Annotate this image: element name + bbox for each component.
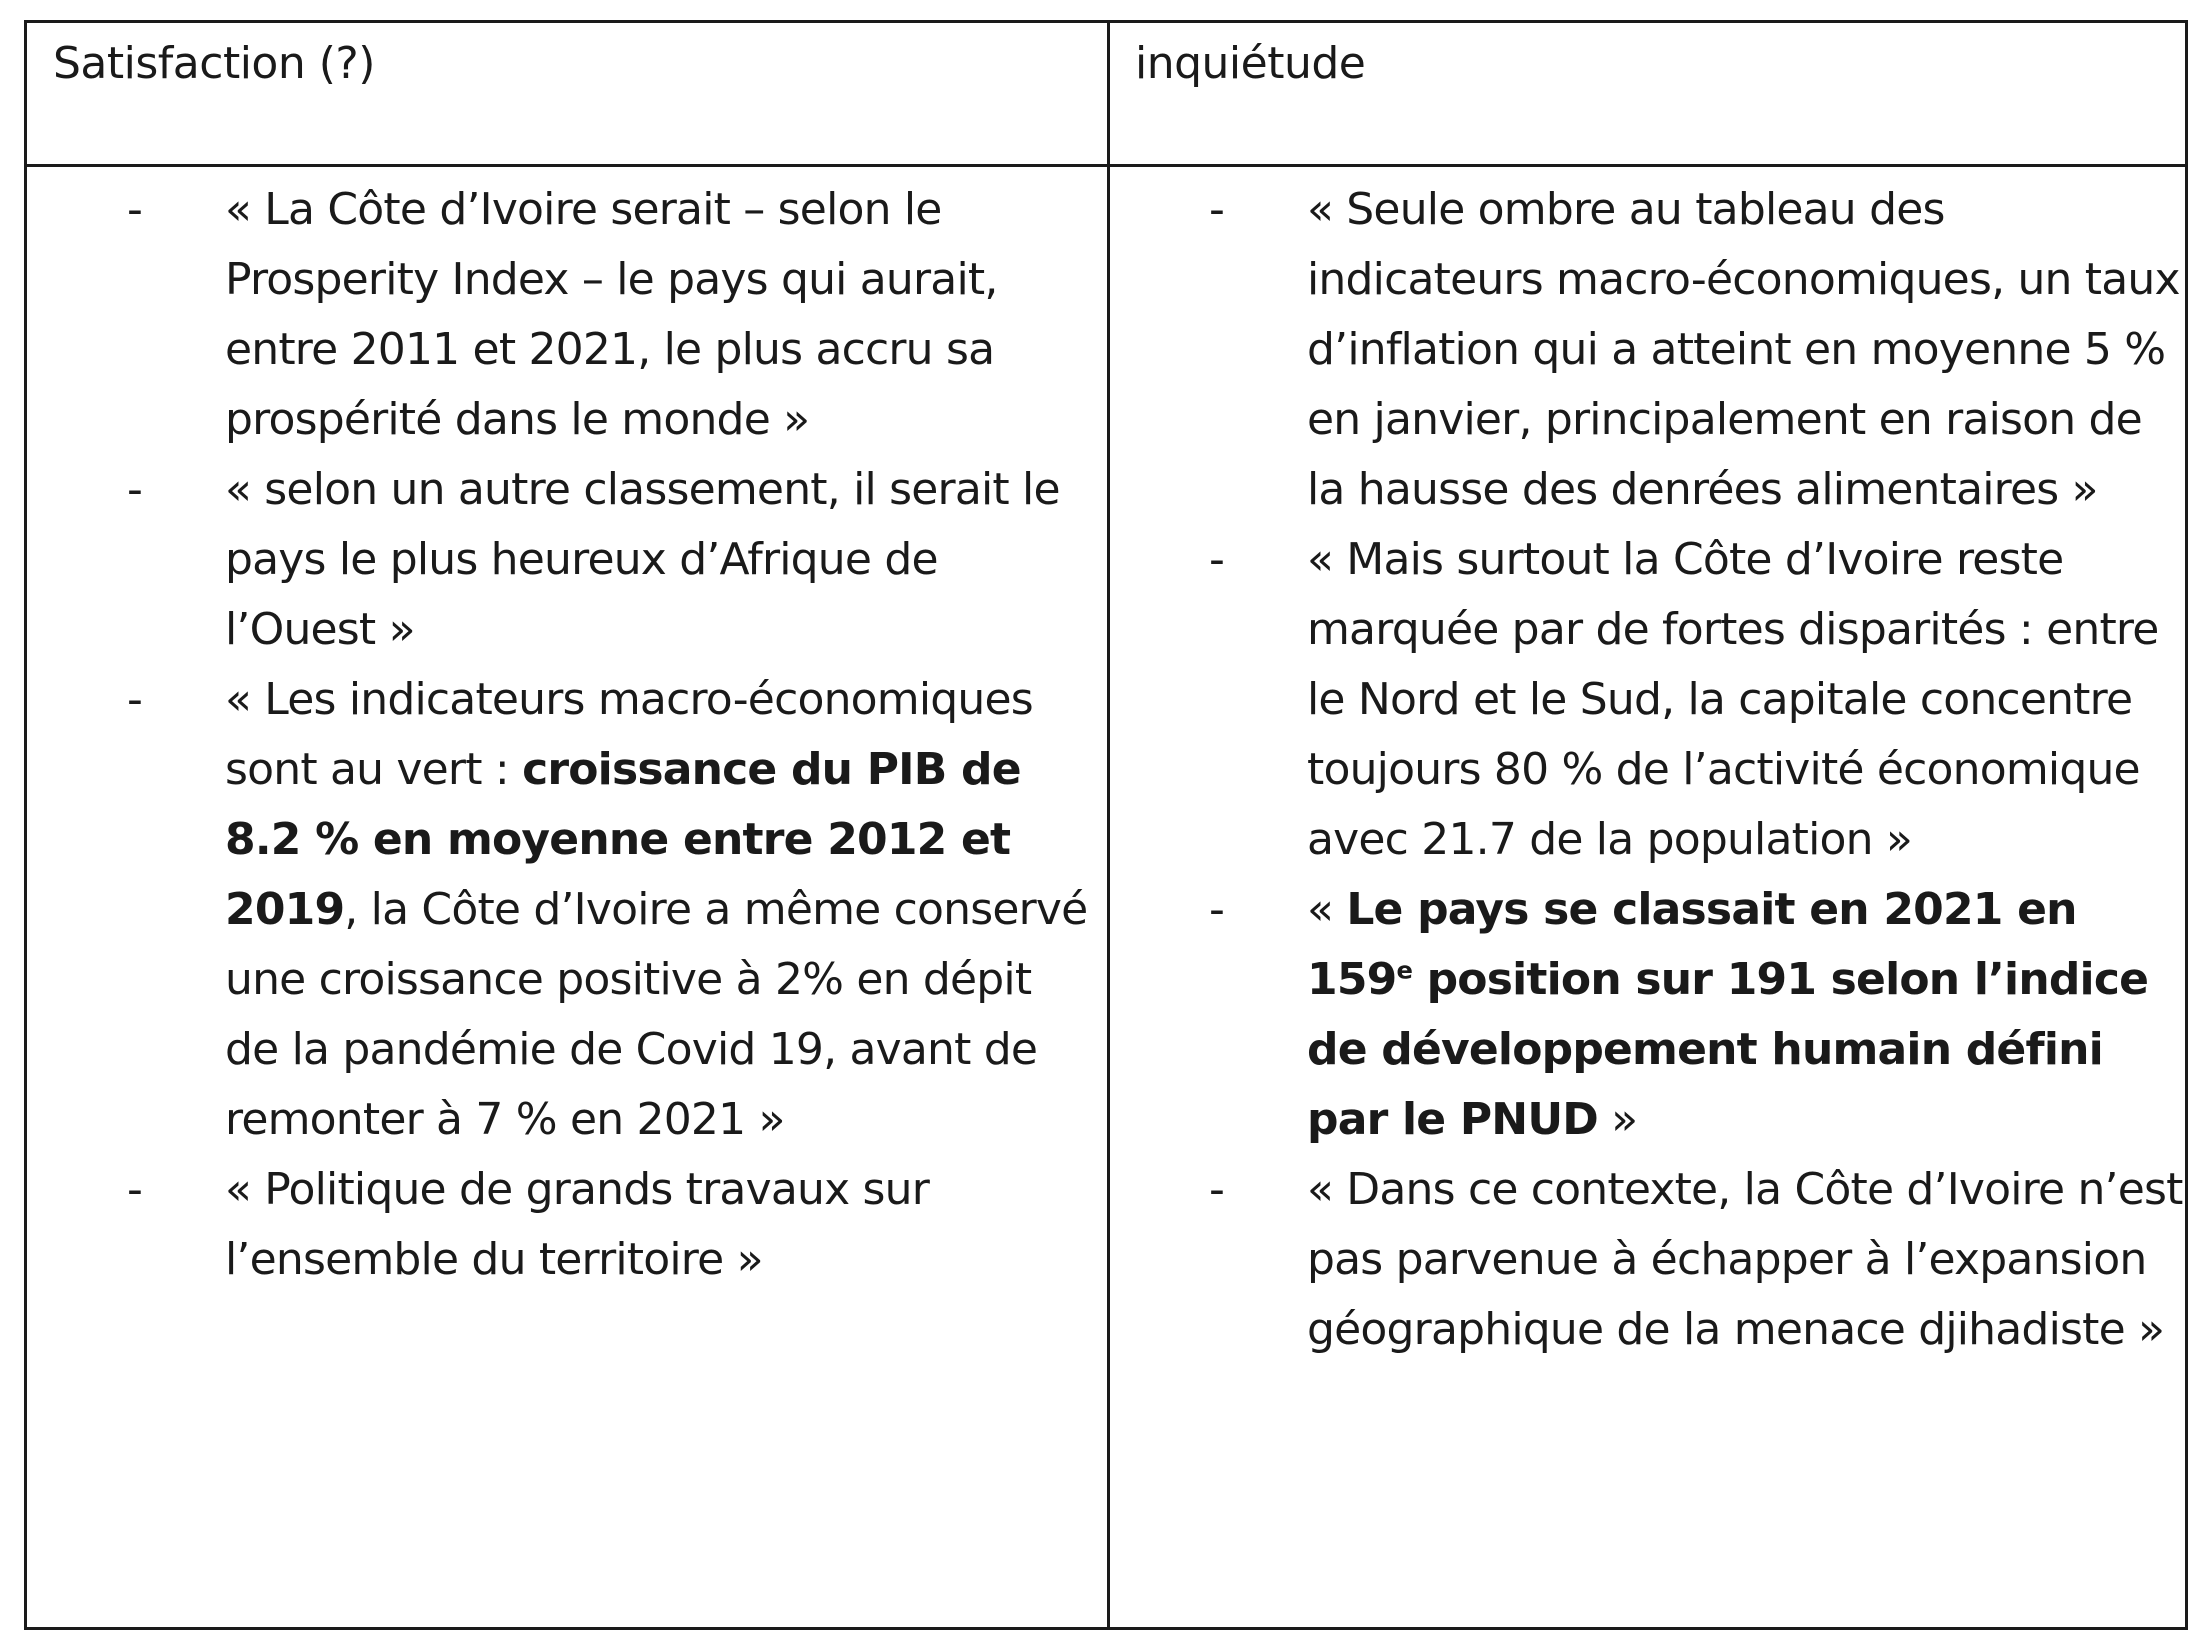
inquietude-column	[1209, 175, 2189, 1365]
list-item: - « Dans ce contexte, la Côte d’Ivoire n’est pas parvenue à échapper à l’expansion géographique de la menace djihadiste »	[1209, 1155, 2189, 1365]
list-item: - « Le pays se classait en 2021 en 159e position sur 191 selon l’indice de développement humain défini par le PNUD »	[1209, 875, 2189, 1155]
inquietude-list	[1209, 175, 2189, 1365]
list-item: - « Les indicateurs macro-économiques sont au vert : croissance du PIB de 8.2 % en moyenne entre 2012 et 2019, la Côte d’Ivoire a même conservé une croissance positive à 2% en dépit de la pandémie de Covid 19, avant de remonter à 7 % en 2021 »	[127, 665, 1097, 1155]
bullet-dash: -	[127, 1164, 143, 1215]
list-item: - « La Côte d’Ivoire serait – selon le Prosperity Index – le pays qui aurait, entre 2011 et 2021, le plus accru sa prospérité dans le monde »	[127, 175, 1097, 455]
list-item: - « Mais surtout la Côte d’Ivoire reste marquée par de fortes disparités : entre le Nord et le Sud, la capitale concentre toujours 80 % de l’activité économique avec 21.7 de la population »	[1209, 525, 2189, 875]
bullet-dash: -	[1209, 534, 1225, 585]
list-item: - « Seule ombre au tableau des indicateurs macro-économiques, un taux d’inflation qui a atteint en moyenne 5 % en janvier, principalement en raison de la hausse des denrées alimentaires »	[1209, 175, 2189, 525]
list-item: - « Politique de grands travaux sur l’ensemble du territoire »	[127, 1155, 1097, 1295]
column-divider	[1107, 23, 1110, 1627]
bold-gdp-growth: croissance du PIB de 8.2 % en moyenne entre 2012 et 2019	[225, 744, 1021, 935]
superscript-e: e	[1396, 956, 1413, 985]
satisfaction-column	[127, 175, 1097, 1295]
bullet-dash: -	[127, 674, 143, 725]
bullet-dash: -	[127, 464, 143, 515]
bullet-dash: -	[1209, 184, 1225, 235]
bullet-dash: -	[1209, 884, 1225, 935]
header-satisfaction: Satisfaction (?)	[53, 38, 375, 89]
bullet-dash: -	[127, 184, 143, 235]
satisfaction-list	[127, 175, 1097, 1295]
comparison-table	[24, 20, 2188, 1630]
list-item: - « selon un autre classement, il serait le pays le plus heureux d’Afrique de l’Ouest »	[127, 455, 1097, 665]
bullet-dash: -	[1209, 1164, 1225, 1215]
header-inquietude: inquiétude	[1135, 38, 1366, 89]
bold-hdi-ranking: Le pays se classait en 2021 en 159e position sur 191 selon l’indice de développement humain défini par le PNUD	[1307, 884, 2149, 1145]
table-header-row	[27, 23, 2185, 167]
